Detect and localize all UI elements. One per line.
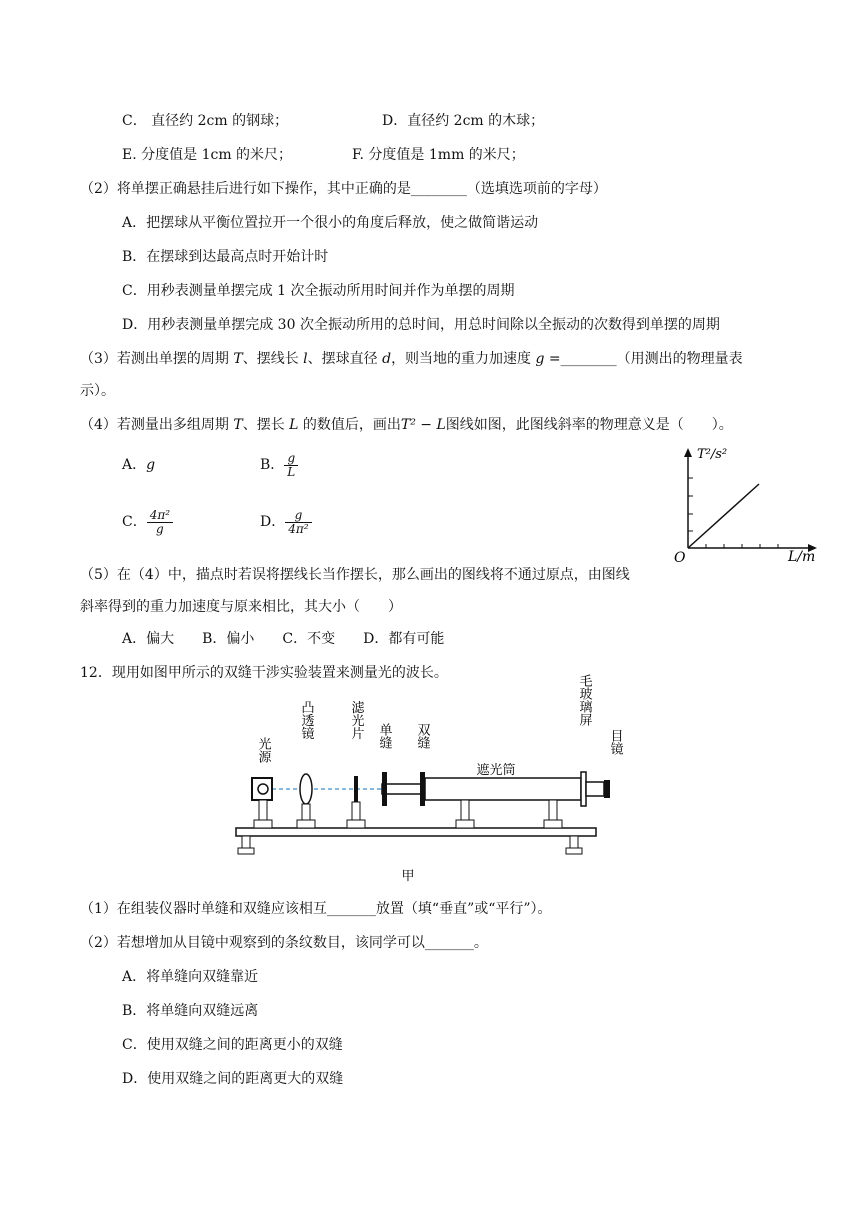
filter-plate [354,776,358,802]
tube-base-right [544,820,562,828]
light-source-stand [259,800,267,820]
graph-x-label: L/m [788,549,816,565]
single-slit-plate [382,772,387,806]
q11-part5-stem-line2: 斜率得到的重力加速度与原来相比，其大小（ ） [80,599,402,615]
q12-part1: （1）在组装仪器时单缝和双缝应该相互_______放置（填“垂直”或“平行”）。 [80,901,552,917]
q11-part2-option-a: A．把摆球从平衡位置拉开一个很小的角度后释放，使之做简谐运动 [122,215,539,231]
double-slit-apparatus-figure [230,674,623,884]
fraction-4pi2-over-g: $\frac{\text{4π²}}{g}$ [147,509,173,536]
q12-part2-option-a: A．将单缝向双缝靠近 [122,969,259,985]
rail-leg-right [570,836,578,848]
graph-line [688,484,759,548]
filter-stand [352,802,360,820]
q11-part4-option-d: D． $\frac{g}{\text{4π²}}$ [260,505,312,539]
fraction-g-over-4pi2: $\frac{g}{\text{4π²}}$ [285,509,311,536]
label-light-shield-tube: 遮光筒 [476,763,516,778]
rail-foot-right [566,848,582,854]
q11-part3-continuation: 示）。 [80,383,115,399]
rail-leg-left [242,836,250,848]
label-ground-glass-screen: 毛玻璃屏 [576,674,592,726]
q12-stem: 12．现用如图甲所示的双缝干涉实验装置来测量光的波长。 [80,665,448,681]
light-source-base [254,820,272,828]
figure-caption: 甲 [401,869,415,884]
light-shield-tube [425,778,581,800]
filter-base [347,820,365,828]
fraction-g-over-L: $\frac{g}{L}$ [284,452,298,479]
q11-part4-stem: （4）若测量出多组周期 T、摆长 L 的数值后，画出T² − L图线如图，此图线斜率的物理意义是（ ）。 [80,417,733,433]
q11-part4-option-c: C． $\frac{\text{4π²}}{g}$ [122,505,173,539]
option-c-steel-ball: C． 直径约 2cm 的钢球； [122,113,289,129]
q11-part2-option-c: C．用秒表测量单摆完成 1 次全振动所用时间并作为单摆的周期 [122,283,515,299]
graph-origin-label: O [674,550,686,566]
q12-part2-stem: （2）若想增加从目镜中观察到的条纹数目，该同学可以_______。 [80,935,488,951]
label-double-slit: 双缝 [414,723,430,749]
convex-lens-icon [300,774,312,804]
graph-y-label: T²/s² [697,447,728,462]
graph-y-arrow [684,448,692,457]
q12-part2-option-b: B．将单缝向双缝远离 [122,1003,259,1019]
label-eyepiece: 目镜 [607,729,623,755]
q12-part2-option-c: C．使用双缝之间的距离更小的双缝 [122,1037,343,1053]
option-d-wood-ball: D．直径约 2cm 的木球； [382,113,545,129]
label-convex-lens: 凸透镜 [298,700,314,740]
option-e-ruler-cm: E. 分度值是 1cm 的米尺； [122,147,293,163]
q11-part4-option-a: A．g [122,457,156,473]
label-filter: 滤光片 [348,700,364,740]
q11-part2-stem: （2）将单摆正确悬挂后进行如下操作，其中正确的是________（选填选项前的字母） [80,181,607,197]
tube-base-left [456,820,474,828]
lens-stand [302,804,310,820]
t2-l-graph [670,440,830,570]
label-light-source: 光源 [255,737,271,763]
label-single-slit: 单缝 [376,723,392,749]
apparatus-rail [236,828,596,836]
lens-base [297,820,315,828]
q11-part4-option-b: B． $\frac{g}{L}$ [260,450,298,480]
rail-foot-left [238,848,254,854]
q11-part5-stem-line1: （5）在（4）中，描点时若误将摆线长当作摆长，那么画出的图线将不通过原点，由图线 [80,567,630,583]
tube-stand-right [549,800,557,820]
q11-part3-stem: （3）若测出单摆的周期 T、摆线长 l、摆球直径 d，则当地的重力加速度 g =________（用测出的物理量表 [80,351,743,367]
option-f-ruler-mm: F. 分度值是 1mm 的米尺； [352,147,525,163]
q11-part5-options: A．偏大 B．偏小 C．不变 D．都有可能 [122,631,445,647]
q11-part2-option-d: D．用秒表测量单摆完成 30 次全振动所用的总时间，用总时间除以全振动的次数得到单摆的周期 [122,317,720,333]
eyepiece-icon [604,780,610,798]
eyepiece-tube [586,782,604,796]
q12-part2-option-d: D．使用双缝之间的距离更大的双缝 [122,1071,344,1087]
q11-part2-option-b: B．在摆球到达最高点时开始计时 [122,249,329,265]
slit-tube [382,784,422,794]
tube-stand-left [461,800,469,820]
light-bulb-icon [258,784,268,794]
